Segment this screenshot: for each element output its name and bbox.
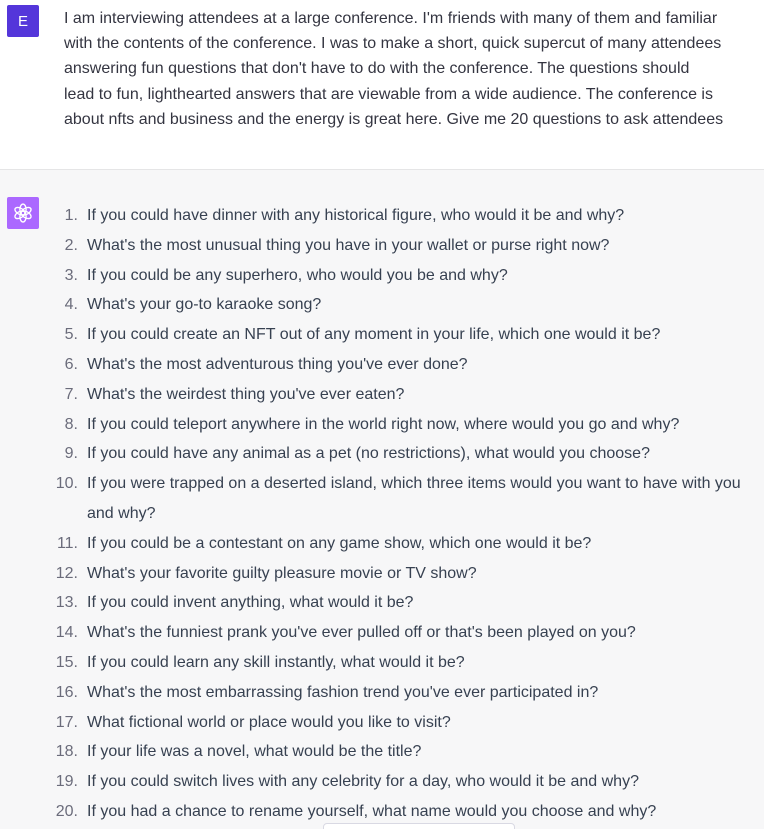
list-item <box>52 529 752 559</box>
list-item <box>52 290 752 320</box>
user-message <box>0 0 764 170</box>
user-avatar <box>7 5 39 37</box>
list-item-text: What's the funniest prank you've ever pulled off or that's been played on you? <box>87 624 636 642</box>
list-item-number: 14. <box>55 624 78 642</box>
list-item-text: What fictional world or place would you like to visit? <box>87 713 451 731</box>
user-message-text: I am interviewing attendees at a large conference. I'm friends with many of them and familiar with the contents of the conference. I was to make a short, quick supercut of many attendees answering fun questions that don't have to do with the conference. The questions should lead to fun, lighthearted answers that are viewable from a wide audience. The conference is about nfts and business and the energy is great here. Give me 20 questions to ask attendees <box>64 10 724 128</box>
user-avatar-letter: E <box>17 12 28 30</box>
list-item-text: If you were trapped on a deserted island, which three items would you want to have with you and why? <box>87 475 741 522</box>
list-item-text: If you could have any animal as a pet (no restrictions), what would you choose? <box>87 445 650 463</box>
list-item-number: 12. <box>55 564 78 582</box>
list-item-text: If you could invent anything, what would it be? <box>87 594 414 612</box>
list-item <box>52 261 752 291</box>
list-item-number: 2. <box>64 236 78 254</box>
list-item-number: 16. <box>55 683 78 701</box>
list-item-number: 9. <box>64 445 78 463</box>
list-item <box>52 201 752 231</box>
list-item-text: If you could teleport anywhere in the world right now, where would you go and why? <box>87 415 680 433</box>
openai-logo-icon <box>12 202 34 224</box>
list-item-number: 20. <box>55 802 78 820</box>
list-item-text: What's the weirdest thing you've ever eaten? <box>87 385 405 403</box>
list-item-text: What's the most unusual thing you have in your wallet or purse right now? <box>87 236 610 254</box>
list-item <box>52 678 752 708</box>
list-item-number: 19. <box>55 773 78 791</box>
list-item <box>52 439 752 469</box>
question-list <box>52 201 752 827</box>
list-item-number: 6. <box>64 355 78 373</box>
list-item-number: 7. <box>64 385 78 403</box>
list-item-number: 10. <box>55 475 78 493</box>
list-item-number: 5. <box>64 326 78 344</box>
list-item-number: 17. <box>55 713 78 731</box>
list-item-number: 13. <box>55 594 78 612</box>
list-item-text: If you could create an NFT out of any moment in your life, which one would it be? <box>87 326 661 344</box>
list-item-number: 1. <box>64 207 78 224</box>
list-item-number: 4. <box>64 296 78 314</box>
list-item-number: 15. <box>55 653 78 671</box>
list-item <box>52 410 752 440</box>
list-item <box>52 320 752 350</box>
list-item <box>52 588 752 618</box>
list-item-text: What's your favorite guilty pleasure movie or TV show? <box>87 564 477 582</box>
list-item <box>52 708 752 738</box>
list-item-number: 3. <box>64 266 78 284</box>
list-item <box>52 648 752 678</box>
list-item <box>52 559 752 589</box>
list-item-text: What's the most adventurous thing you've ever done? <box>87 355 468 373</box>
list-item-text: What's the most embarrassing fashion trend you've ever participated in? <box>87 683 599 701</box>
assistant-message <box>0 170 764 829</box>
list-item <box>52 350 752 380</box>
list-item-number: 18. <box>55 743 78 761</box>
list-item <box>52 767 752 797</box>
list-item <box>52 469 752 529</box>
list-item-text: If you could switch lives with any celebrity for a day, who would it be and why? <box>87 773 639 791</box>
list-item-text: If you had a chance to rename yourself, what name would you choose and why? <box>87 802 657 820</box>
list-item <box>52 231 752 261</box>
list-item <box>52 737 752 767</box>
list-item <box>52 618 752 648</box>
list-item-text: If your life was a novel, what would be the title? <box>87 743 422 761</box>
list-item-text: What's your go-to karaoke song? <box>87 296 322 314</box>
list-item-number: 8. <box>64 415 78 433</box>
regenerate-button[interactable] <box>323 823 515 829</box>
assistant-avatar <box>7 197 39 229</box>
list-item-number: 11. <box>56 534 78 552</box>
list-item-text: If you could have dinner with any historical figure, who would it be and why? <box>87 207 625 224</box>
list-item-text: If you could be a contestant on any game show, which one would it be? <box>87 534 592 552</box>
list-item <box>52 380 752 410</box>
list-item-text: If you could learn any skill instantly, what would it be? <box>87 653 465 671</box>
list-item-text: If you could be any superhero, who would you be and why? <box>87 266 508 284</box>
